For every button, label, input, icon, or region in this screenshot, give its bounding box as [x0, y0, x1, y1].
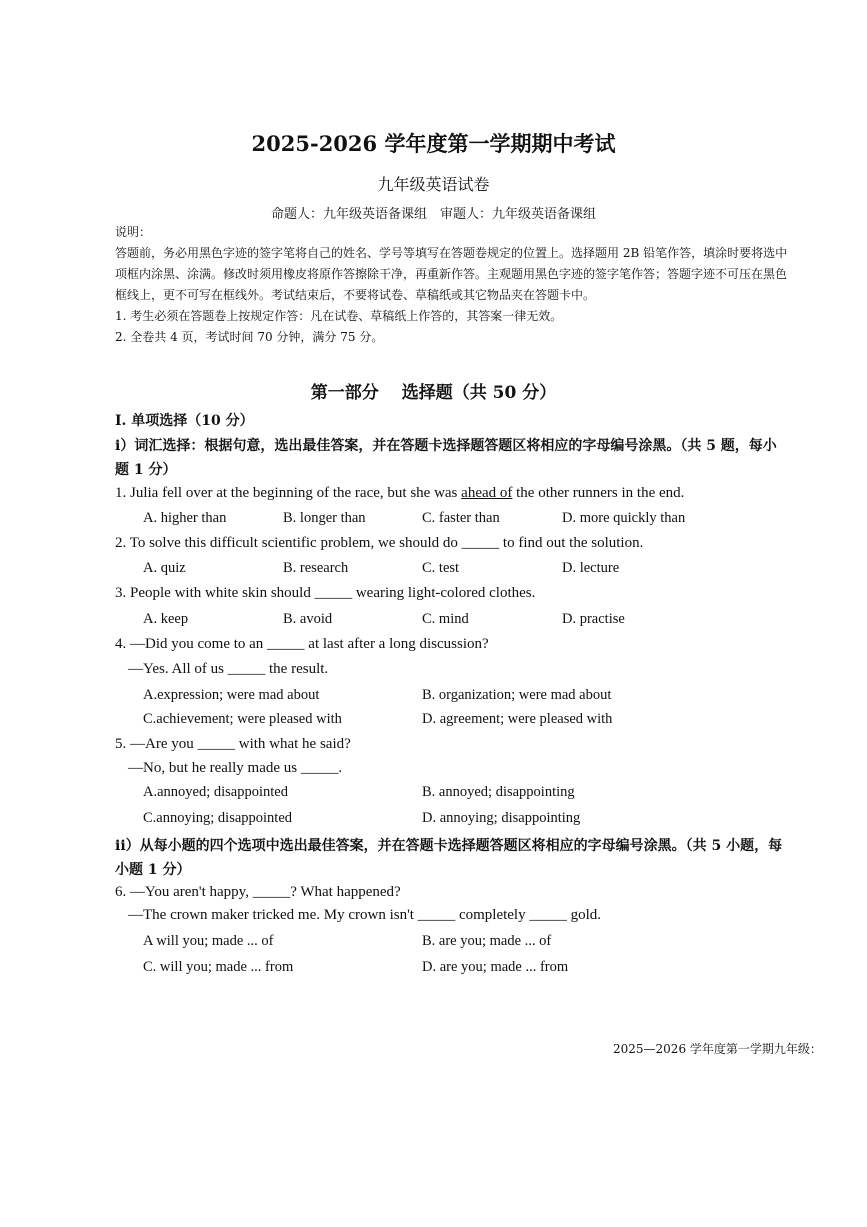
q2-option-a[interactable]: A. quiz [143, 560, 186, 576]
q5-option-c[interactable]: C.annoying; disappointed [143, 810, 293, 826]
question-1 [115, 485, 684, 502]
q2-option-c[interactable]: C. test [422, 560, 460, 576]
question-6-line-2: —The crown maker tricked me. My crown isn't _____ completely _____ gold. [128, 907, 602, 923]
question-1-underlined: ahead of [461, 485, 513, 501]
question-3: 3. People with white skin should _____ wearing light-colored clothes. [115, 585, 536, 601]
question-1-post: the other runners in the end. [512, 485, 685, 501]
exam-subtitle: 九年级英语试卷 [377, 175, 490, 194]
question-4-line-1: 4. —Did you come to an _____ at last after a long discussion? [115, 636, 489, 652]
exam-title: 2025-2026 学年度第一学期期中考试 [251, 131, 616, 156]
section-intro-2: ii）从每小题的四个选项中选出最佳答案，并在答题卡选择题答题区将相应的字母编号涂黑。（共 5 小题，每小题 1 分） [115, 838, 783, 878]
instructions [115, 222, 790, 348]
page-footer: 2025—2026 学年度第一学期九年级： [613, 1042, 822, 1056]
question-4-line-2: —Yes. All of us _____ the result. [128, 661, 329, 677]
q5-option-a[interactable]: A.annoyed; disappointed [143, 784, 288, 800]
q1-option-b[interactable]: B. longer than [283, 510, 366, 526]
section-intro-1: i）词汇选择：根据句意，选出最佳答案，并在答题卡选择题答题区将相应的字母编号涂黑。（共 5 题，每小题 1 分） [115, 438, 777, 478]
q3-option-c[interactable]: C. mind [422, 611, 469, 627]
q4-option-d[interactable]: D. agreement; were pleased with [422, 711, 613, 727]
q1-option-d[interactable]: D. more quickly than [562, 510, 686, 526]
q4-option-a[interactable]: A.expression; were mad about [143, 687, 320, 703]
instructions-item-2: 2. 全卷共 4 页，考试时间 70 分钟，满分 75 分。 [115, 330, 384, 344]
question-5-line-2: —No, but he really made us _____. [128, 760, 343, 776]
part-title: 第一部分 选择题（共 50 分） [310, 383, 557, 403]
section-heading: I. 单项选择（10 分） [115, 413, 254, 429]
question-6-line-1: 6. —You aren't happy, _____? What happened? [115, 884, 401, 900]
q1-option-a[interactable]: A. higher than [143, 510, 227, 526]
q3-option-d[interactable]: D. practise [562, 611, 625, 627]
q5-option-d[interactable]: D. annoying; disappointing [422, 810, 581, 826]
q1-option-c[interactable]: C. faster than [422, 510, 500, 526]
q2-option-b[interactable]: B. research [283, 560, 349, 576]
q6-option-b[interactable]: B. are you; made ... of [422, 933, 552, 949]
instructions-paragraph: 答题前，务必用黑色字迹的签字笔将自己的姓名、学号等填写在答题卷规定的位置上。选择题用 2B 铅笔作答，填涂时要将选中项框内涂黑、涂满。修改时须用橡皮将原作答擦除干净，再重新作答。主观题用黑色字迹的签字笔作答；答题字迹不可压在黑色框线上，更不可写在框线外。考试结束后，不要将试卷、草稿纸或其它物品夹在答题卡中。 [115, 246, 788, 302]
question-2: 2. To solve this difficult scientific problem, we should do _____ to find out the solution. [115, 535, 644, 551]
q4-option-c[interactable]: C.achievement; were pleased with [143, 711, 342, 727]
q2-option-d[interactable]: D. lecture [562, 560, 620, 576]
q3-option-b[interactable]: B. avoid [283, 611, 333, 627]
instructions-label: 说明： [115, 225, 152, 239]
exam-authors: 命题人：九年级英语备课组 审题人：九年级英语备课组 [270, 207, 596, 222]
q4-option-b[interactable]: B. organization; were mad about [422, 687, 612, 703]
question-1-pre: 1. Julia fell over at the beginning of the race, but she was [115, 485, 462, 501]
q5-option-b[interactable]: B. annoyed; disappointing [422, 784, 575, 800]
q6-option-d[interactable]: D. are you; made ... from [422, 959, 569, 975]
q6-option-c[interactable]: C. will you; made ... from [143, 959, 294, 975]
q3-option-a[interactable]: A. keep [143, 611, 189, 627]
q6-option-a[interactable]: A will you; made ... of [143, 933, 274, 949]
instructions-item-1: 1. 考生必须在答题卷上按规定作答：凡在试卷、草稿纸上作答的，其答案一律无效。 [115, 309, 563, 323]
question-5-line-1: 5. —Are you _____ with what he said? [115, 736, 351, 752]
